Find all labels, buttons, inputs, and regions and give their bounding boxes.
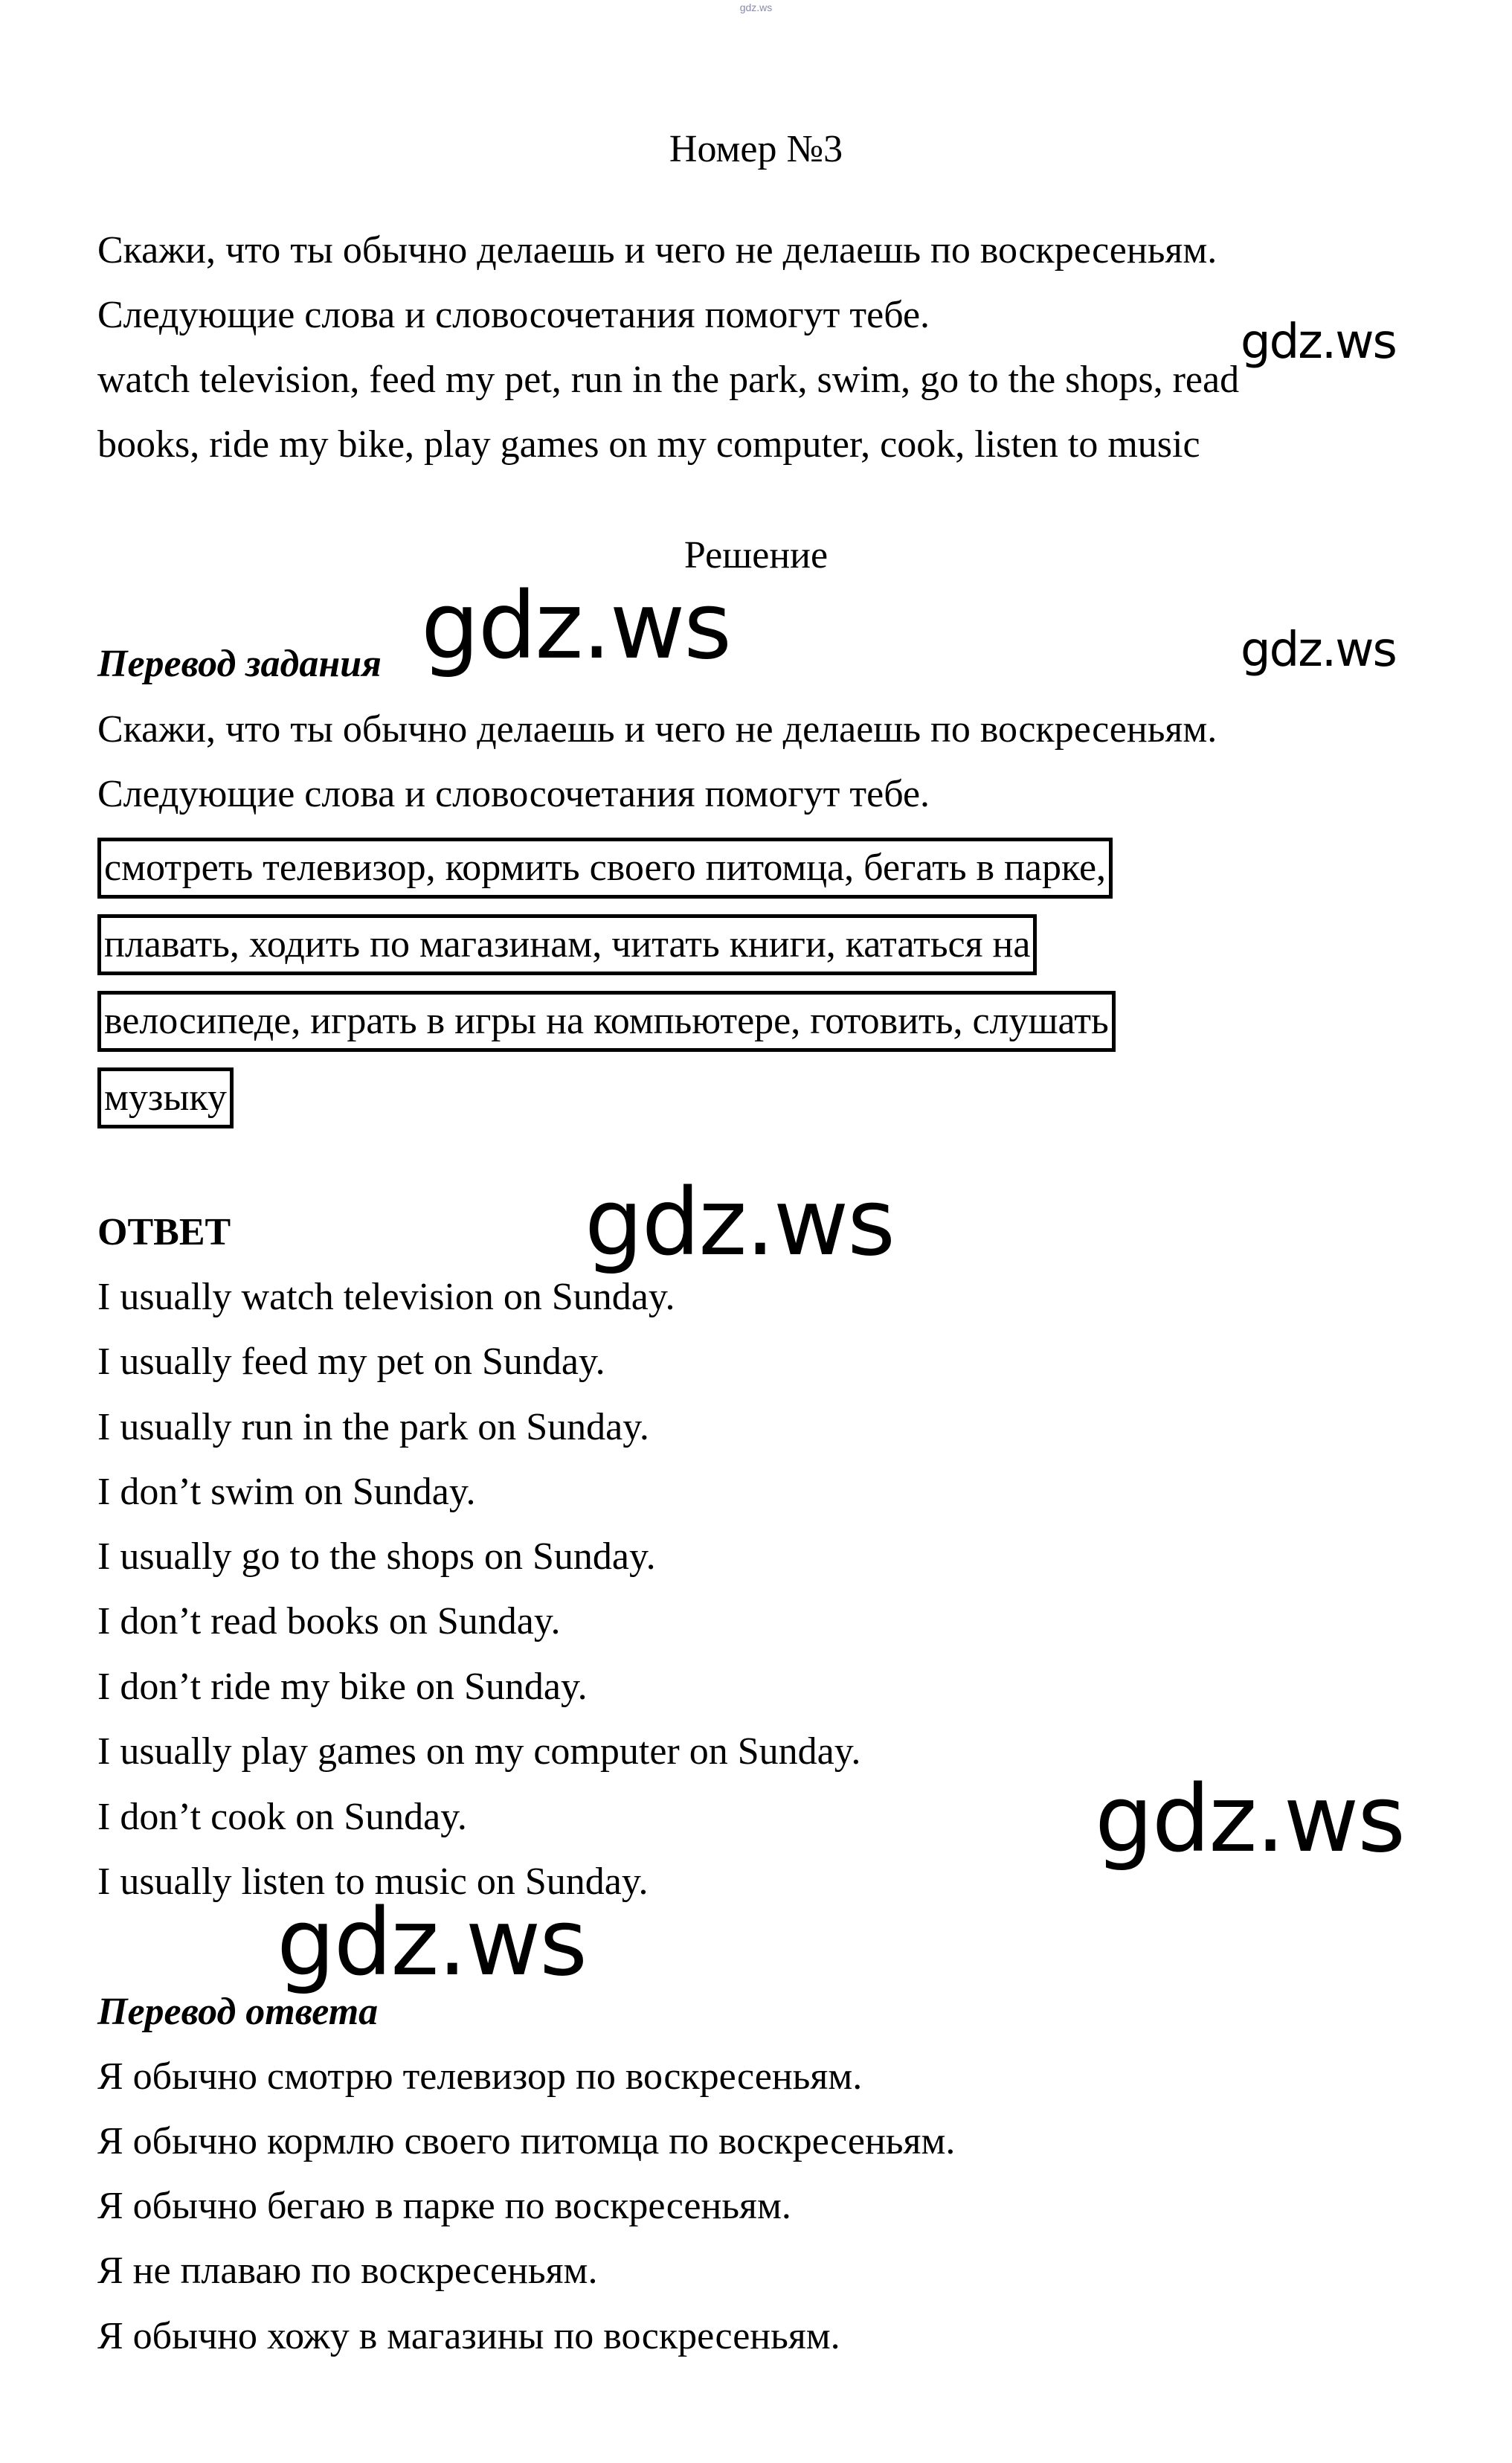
answer-translation-line: Я обычно бегаю в парке по воскресеньям. — [97, 2185, 791, 2227]
answer-translation-line: Я обычно кормлю своего питомца по воскресеньям. — [97, 2120, 956, 2162]
answer-heading: ОТВЕТ — [97, 1211, 231, 1253]
word-list-box-line — [97, 991, 1116, 1052]
task-translation-heading: Перевод задания — [97, 643, 382, 685]
answer-line: I don’t ride my bike on Sunday. — [97, 1666, 588, 1708]
solution-heading: Решение — [683, 534, 829, 577]
gdz-watermark: gdz.ws — [421, 573, 730, 680]
top-watermark: gdz.ws — [739, 1, 773, 13]
gdz-watermark: gdz.ws — [1095, 1766, 1404, 1873]
page-title: Номер №3 — [669, 128, 843, 170]
word-list-box: смотреть телевизор, кормить своего питомца, бегать в парке, — [97, 838, 1113, 899]
task-translation-line: Скажи, что ты обычно делаешь и чего не делаешь по воскресеньям. — [97, 708, 1217, 751]
task-translation-line: Следующие слова и словосочетания помогут тебе. — [97, 773, 930, 815]
answer-translation-line: Я не плаваю по воскресеньям. — [97, 2250, 598, 2292]
word-list-box-line — [97, 914, 1037, 975]
gdz-watermark: gdz.ws — [1241, 315, 1396, 370]
task-line: Скажи, что ты обычно делаешь и чего не делаешь по воскресеньям. — [97, 229, 1217, 272]
answer-line: I usually play games on my computer on Sunday. — [97, 1730, 861, 1773]
answer-line: I usually run in the park on Sunday. — [97, 1406, 649, 1448]
answer-translation-heading: Перевод ответа — [97, 1991, 379, 2033]
answer-line: I usually go to the shops on Sunday. — [97, 1535, 656, 1578]
word-list-box-line — [97, 838, 1113, 899]
answer-line: I don’t read books on Sunday. — [97, 1600, 561, 1642]
answer-line: I usually feed my pet on Sunday. — [97, 1340, 605, 1383]
answer-translation-line: Я обычно смотрю телевизор по воскресеньям. — [97, 2055, 863, 2098]
gdz-watermark: gdz.ws — [277, 1889, 586, 1997]
gdz-watermark: gdz.ws — [585, 1169, 894, 1277]
task-line: Следующие слова и словосочетания помогут тебе. — [97, 294, 930, 336]
task-line: books, ride my bike, play games on my computer, cook, listen to music — [97, 423, 1200, 466]
word-list-box: музыку — [97, 1067, 234, 1128]
gdz-watermark: gdz.ws — [1241, 623, 1396, 678]
word-list-box: плавать, ходить по магазинам, читать книги, кататься на — [97, 914, 1037, 975]
answer-translation-line: Я обычно хожу в магазины по воскресеньям. — [97, 2315, 840, 2357]
answer-line: I usually watch television on Sunday. — [97, 1276, 675, 1318]
answer-line: I usually listen to music on Sunday. — [97, 1860, 649, 1903]
task-line: watch television, feed my pet, run in the park, swim, go to the shops, read — [97, 359, 1240, 401]
answer-line: I don’t cook on Sunday. — [97, 1796, 467, 1838]
word-list-box: велосипеде, играть в игры на компьютере, готовить, слушать — [97, 991, 1116, 1052]
word-list-box-line — [97, 1067, 234, 1128]
answer-line: I don’t swim on Sunday. — [97, 1471, 476, 1513]
